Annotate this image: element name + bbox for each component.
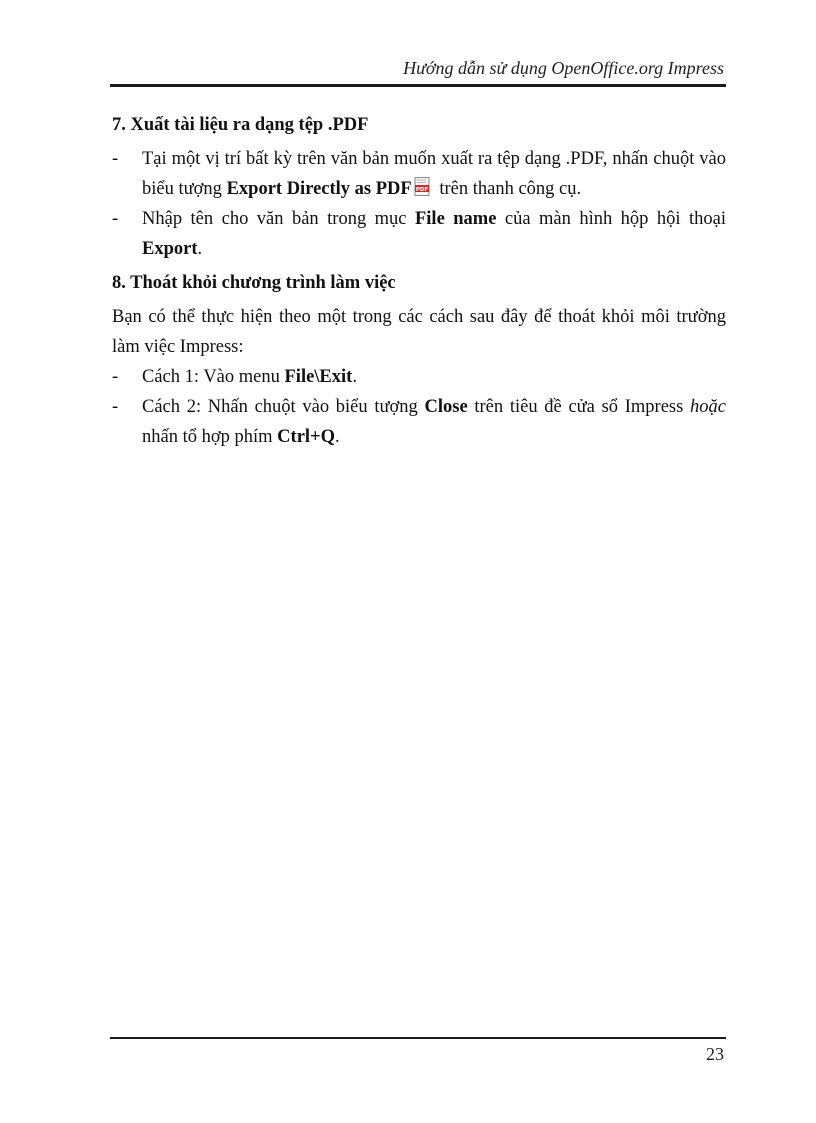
svg-text:PDF: PDF	[415, 186, 428, 193]
list-item	[112, 204, 726, 264]
list-dash: -	[112, 397, 119, 417]
item-text: Cách 1: Vào menu	[142, 367, 285, 387]
shortcut-label: Ctrl+Q	[277, 427, 335, 447]
section-8-heading: 8. Thoát khỏi chương trình làm việc	[112, 273, 396, 293]
item-text: nhấn tổ hợp phím	[142, 427, 278, 447]
menu-path-label: File\Exit	[284, 367, 353, 387]
item-text: của màn hình hộp hội thoại	[496, 209, 726, 229]
list-item	[112, 362, 726, 392]
list-dash: -	[112, 149, 119, 169]
item-text: Tại một vị trí bất kỳ trên văn bản muốn xuất ra tệp dạng .PDF, nhấn chuột vào biểu tượng	[142, 149, 726, 199]
footer-rule	[110, 1037, 726, 1039]
italic-text: hoặc	[690, 397, 726, 417]
page-number: 23	[706, 1044, 724, 1064]
pdf-export-icon	[414, 176, 431, 195]
running-header: Hướng dẫn sử dụng OpenOffice.org Impress	[403, 58, 724, 78]
item-text: .	[197, 239, 203, 259]
export-label: Export	[142, 239, 198, 259]
item-text: Cách 2: Nhấn chuột vào biểu tượng	[142, 397, 425, 417]
page-content	[112, 110, 726, 452]
item-text: .	[352, 367, 357, 387]
list-dash: -	[112, 209, 119, 229]
export-pdf-label: Export Directly as PDF	[226, 179, 412, 199]
item-text: .	[334, 427, 340, 447]
item-text: Nhập tên cho văn bản trong mục	[142, 209, 415, 229]
item-text: trên tiêu đề cửa sổ Impress	[467, 397, 691, 417]
list-dash: -	[112, 367, 119, 387]
list-item	[112, 392, 726, 452]
item-text: trên thanh công cụ.	[434, 179, 582, 199]
section-8-intro: Bạn có thể thực hiện theo một trong các cách sau đây để thoát khỏi môi trường làm việc Impress:	[112, 307, 726, 357]
list-item	[112, 144, 726, 204]
file-name-label: File name	[414, 209, 497, 229]
header-rule	[110, 84, 726, 87]
section-7-heading: 7. Xuất tài liệu ra dạng tệp .PDF	[112, 115, 369, 135]
close-label: Close	[424, 397, 468, 417]
